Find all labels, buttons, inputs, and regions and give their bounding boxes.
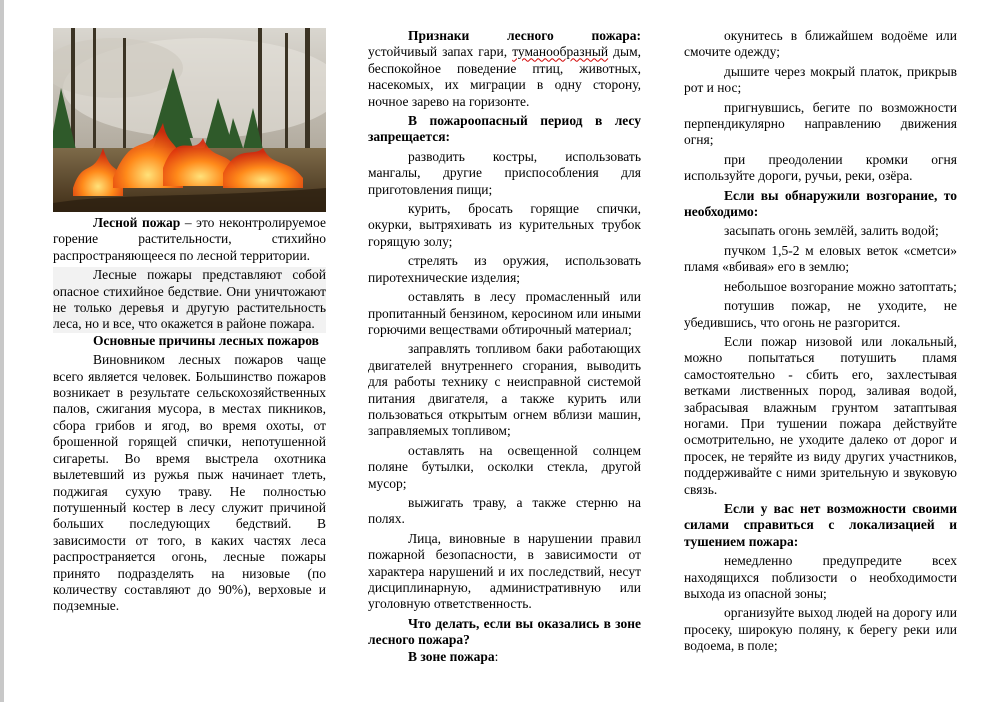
intro-text: – это неконтролируемое горение растительности, стихийно распространяющееся по лесной территории. — [53, 215, 326, 263]
column-middle — [368, 28, 641, 665]
heading-zone-colon: : — [494, 648, 499, 664]
heading-zone-text: В зоне пожара — [408, 648, 495, 664]
list-item: засыпать огонь землёй, залить водой; — [724, 223, 939, 239]
list-item: небольшое возгорание можно затоптать; — [724, 278, 957, 294]
list-item: пригнувшись, бегите по возможности перпендикулярно направлению движения огня; — [684, 99, 957, 148]
list-item: оставлять на освещенной солнцем поляне бутылки, осколки стекла, другой мусор; — [368, 442, 641, 491]
intro-paragraph — [53, 215, 326, 264]
forest-fire-illustration — [53, 28, 326, 212]
signs-text-a: устойчивый запах гари, — [368, 44, 513, 60]
causes-paragraph: Виновником лесных пожаров чаще всего является человек. Большинство пожаров возникает в результате сельскохозяйственных палов, сжигания мусора, в местах пикников, сбора грибов и ягод, во время охоты, от брошенной горящей спички, непотушенной сигареты. Во время выстрела охотника вылетевший из ружья пыж начинает тлеть, поджигая сухую траву. Не полностью потушенный костер в лесу служит причиной больших последующих бедствий. В зависимости от того, в каких частях леса распространяется огонь, лесные пожары принято подразделять на низовые (по количеству составляют до 90%), верховые и подземные. — [53, 352, 326, 614]
list-item: немедленно предупредите всех находящихся поблизости о необходимости выхода из опасной зоны; — [684, 553, 957, 601]
heading-causes: Основные причины лесных пожаров — [93, 332, 319, 348]
list-item: организуйте выход людей на дорогу или просеку, широкую поляну, к берегу реки или водоема, в поле; — [684, 605, 957, 654]
list-item: оставлять в лесу промасленный или пропитанный бензином, керосином или иными горючими веществами обтирочный материал; — [368, 289, 641, 337]
heading-what-to-do: Что делать, если вы оказались в зоне лесного пожара? — [368, 615, 641, 648]
heading-cannot-cope: Если у вас нет возможности своими силами справиться с локализацией и тушением пожара: — [684, 500, 957, 549]
spellcheck-underlined-word: туманообразный — [512, 44, 609, 60]
list-item: пучком 1,5-2 м еловых веток «сметси» пламя «вбивая» его в землю; — [684, 242, 957, 275]
signs-paragraph — [368, 28, 641, 110]
heading-forbidden: В пожароопасный период в лесу запрещается: — [368, 113, 641, 145]
list-item: курить, бросать горящие спички, окурки, вытряхивать из курительных трубок горящую золу; — [368, 201, 641, 249]
danger-paragraph: Лесные пожары представляют собой опасное стихийное бедствие. Они уничтожают не только деревья и другую растительность леса, но и все, что окажется в районе пожара. — [53, 267, 326, 332]
heading-found-fire: Если вы обнаружили возгорание, то необходимо: — [684, 187, 957, 220]
column-right — [684, 28, 957, 655]
liability-paragraph: Лица, виновные в нарушении правил пожарной безопасности, в зависимости от характера нарушений и их последствий, несут дисциплинарную, административную или уголовную ответственность. — [368, 530, 641, 612]
list-item: окунитесь в ближайшем водоёме или смочите одежду; — [684, 28, 957, 60]
list-item: при преодолении кромки огня используйте дороги, ручьи, реки, озёра. — [684, 151, 957, 184]
intro-title: Лесной пожар — [93, 215, 181, 230]
list-item: дышите через мокрый платок, прикрыв рот и нос; — [684, 63, 957, 96]
signs-text-b: дым, беспокойное поведение птиц, животных, насекомых, их миграции в одну сторону, ночное зарево на горизонте. — [368, 44, 642, 109]
list-item: заправлять топливом баки работающих двигателей внутреннего сгорания, выводить для работы технику с неисправной системой питания двигателя, а также курить или пользоваться открытым огнем вблизи машин, заправляемых топливом; — [368, 341, 641, 439]
page-edge — [0, 0, 4, 702]
signs-title: Признаки лесного пожара: — [408, 28, 641, 43]
forest-fire-photo — [53, 28, 326, 212]
heading-zone — [368, 649, 641, 665]
list-item: потушив пожар, не уходите, не убедившись, что огонь не разгорится. — [684, 298, 957, 330]
list-item: выжигать траву, а также стерню на полях. — [368, 494, 641, 527]
column-left — [53, 28, 326, 615]
list-item: стрелять из оружия, использовать пиротехнические изделия; — [368, 253, 641, 285]
list-item: разводить костры, использовать мангалы, другие приспособления для приготовления пищи; — [368, 148, 641, 197]
lowfire-paragraph: Если пожар низовой или локальный, можно попытаться потушить пламя самостоятельно - сбить его, захлестывая ветками лиственных пород, заливая водой, забрасывая влажным грунтом затаптывая ногами. При тушении пожара действуйте осмотрительно, не уходите далеко от дорог и просек, не теряйте из виду других участников, поддерживайте с ними зрительную и звуковую связь. — [684, 333, 957, 497]
